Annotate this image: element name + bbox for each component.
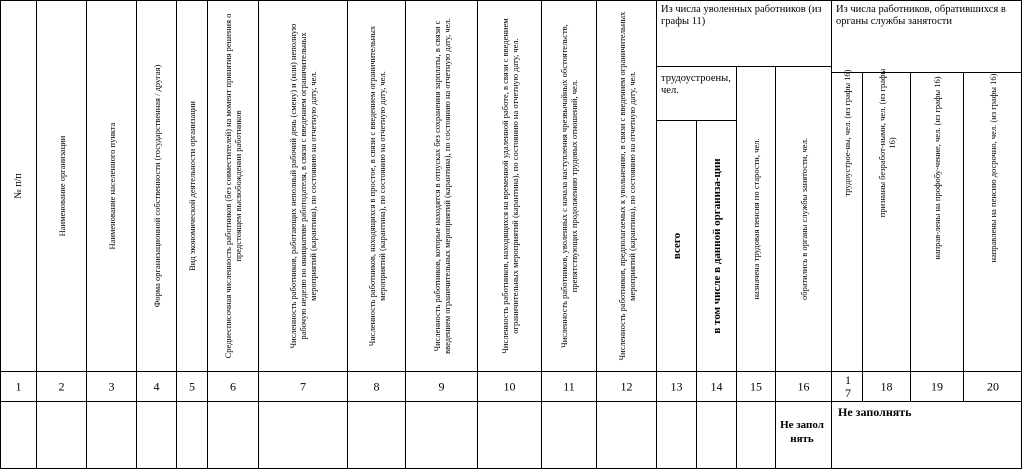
data-cell-3[interactable] xyxy=(86,401,136,469)
column-label-4: Форма организационной собственности (государственная / другая) xyxy=(151,64,162,308)
column-number-14: 14 xyxy=(710,379,723,393)
num-cell-1 xyxy=(0,371,36,401)
column-number-12: 12 xyxy=(620,379,633,393)
column-number-4: 4 xyxy=(153,379,160,393)
num-cell-3 xyxy=(86,371,136,401)
column-label-3: Наименование населенного пункта xyxy=(106,122,117,250)
data-cell-4[interactable] xyxy=(136,401,176,469)
column-number-8: 8 xyxy=(373,379,380,393)
column-label-10: Численность работников, находящихся на временной удаленной работе, в связи с введением ограничительных мероприятий (карантина), по состоянию на отчетную дату, чел. xyxy=(499,18,520,354)
column-number-7: 7 xyxy=(300,379,306,393)
header-cell-4 xyxy=(136,0,176,371)
column-number-17: 17 xyxy=(845,372,851,400)
group-title-dismissed: Из числа уволенных работников (из графы 11) xyxy=(661,4,822,27)
num-cell-17 xyxy=(831,371,862,401)
data-cell-8[interactable] xyxy=(347,401,405,469)
employed-title: трудоустроены, чел. xyxy=(661,73,731,96)
data-cell-6[interactable] xyxy=(207,401,258,469)
do-not-fill-note-group: Не заполнять xyxy=(838,405,912,419)
header-cell-16 xyxy=(775,66,831,371)
data-cell-13[interactable] xyxy=(656,401,696,469)
data-cell-14[interactable] xyxy=(696,401,736,469)
column-label-17: трудоустрое-ны, чел. (из графы 16) xyxy=(842,69,852,197)
num-cell-15 xyxy=(736,371,775,401)
column-label-18: признаны безработ-ными, чел. (из графы 16) xyxy=(876,68,897,218)
data-cell-9[interactable] xyxy=(405,401,477,469)
num-cell-2 xyxy=(36,371,86,401)
group-title-applied: Из числа работников, обратившихся в органы службы занятости xyxy=(836,4,1006,27)
num-cell-19 xyxy=(910,371,963,401)
column-number-16: 16 xyxy=(797,379,810,393)
header-cell-20 xyxy=(963,72,1022,371)
header-cell-19 xyxy=(910,72,963,371)
header-cell-10 xyxy=(477,0,541,371)
data-cell-11[interactable] xyxy=(541,401,596,469)
column-label-11: Численность работников, уволенных с начала наступления чрезвычайных обстоятельств, препятствующих продолжению трудовых отношений, чел. xyxy=(559,24,579,348)
column-label-15: назначена трудовая пенсия по старости, чел. xyxy=(751,138,761,300)
data-cell-7[interactable] xyxy=(258,401,347,469)
column-number-3: 3 xyxy=(108,379,115,393)
num-cell-6 xyxy=(207,371,258,401)
data-cell-1[interactable] xyxy=(0,401,36,469)
column-number-18: 18 xyxy=(880,379,893,393)
header-cell-3 xyxy=(86,0,136,371)
header-cell-12 xyxy=(596,0,656,371)
column-number-11: 11 xyxy=(563,379,575,393)
column-label-16: обратились в органы службы занятости, чел. xyxy=(798,138,809,300)
header-cell-6 xyxy=(207,0,258,371)
data-cell-15[interactable] xyxy=(736,401,775,469)
num-cell-12 xyxy=(596,371,656,401)
header-cell-15 xyxy=(736,66,775,371)
num-cell-16 xyxy=(775,371,831,401)
column-number-5: 5 xyxy=(189,379,195,393)
num-cell-11 xyxy=(541,371,596,401)
data-cell-10[interactable] xyxy=(477,401,541,469)
num-cell-13 xyxy=(656,371,696,401)
column-label-9: Численность работников, которые находятся в отпусках без сохранения зарплаты, в связи с введением ограничительных мероприятий (карантина), по состоянию на отчетную дату, чел. xyxy=(431,18,452,354)
num-cell-10 xyxy=(477,371,541,401)
num-cell-8 xyxy=(347,371,405,401)
column-number-15: 15 xyxy=(750,379,762,393)
header-cell-5 xyxy=(176,0,207,371)
data-cell-group-applied xyxy=(831,401,1022,469)
header-cell-18 xyxy=(862,68,910,371)
header-cell-1 xyxy=(0,0,36,371)
group-header-dismissed xyxy=(656,0,831,66)
column-number-19: 19 xyxy=(931,379,943,393)
header-cell-7 xyxy=(258,0,347,371)
header-cell-14 xyxy=(696,120,736,371)
num-cell-14 xyxy=(696,371,736,401)
column-number-10: 10 xyxy=(503,379,516,393)
header-cell-2 xyxy=(36,0,86,371)
num-cell-4 xyxy=(136,371,176,401)
column-number-13: 13 xyxy=(670,379,683,393)
column-label-20: направлены на пенсию досрочно, чел. (из графы 16) xyxy=(988,73,998,263)
header-cell-8 xyxy=(347,0,405,371)
header-cell-9 xyxy=(405,0,477,371)
column-label-19: направ-лены на профобу-чение, чел. (из графы 16) xyxy=(932,76,942,260)
column-number-20: 20 xyxy=(987,379,999,393)
column-label-6: Среднесписочная численность работников (без совместителей) на момент принятия решения о предстоящем высвобождении работников xyxy=(223,13,243,359)
column-label-5: Вид экономической деятельности организации xyxy=(187,101,197,271)
column-number-1: 1 xyxy=(15,379,22,393)
data-cell-2[interactable] xyxy=(36,401,86,469)
column-label-13: всего xyxy=(670,232,683,260)
header-cell-13 xyxy=(656,120,696,371)
num-cell-18 xyxy=(862,371,910,401)
group-header-applied xyxy=(831,0,1022,72)
num-cell-7 xyxy=(258,371,347,401)
table-right-border xyxy=(1021,0,1022,469)
column-label-14: в том числе в данной организа-ции xyxy=(710,158,723,334)
column-number-9: 9 xyxy=(438,379,445,393)
data-cell-12[interactable] xyxy=(596,401,656,469)
do-not-fill-note-col16: Не заполнять xyxy=(780,419,824,445)
column-label-2: Наименование организации xyxy=(56,135,67,237)
column-label-8: Численность работников, находящихся в простое, в связи с введением ограничительных мероприятий (карантина), по состоянию на отчетную дату, чел. xyxy=(366,25,387,347)
column-number-2: 2 xyxy=(58,379,65,393)
column-label-1: № п/п xyxy=(12,173,24,199)
employed-subheader xyxy=(656,66,736,120)
header-cell-17 xyxy=(831,69,862,371)
num-cell-5 xyxy=(176,371,207,401)
data-cell-16 xyxy=(775,401,831,469)
column-number-6: 6 xyxy=(230,379,236,393)
num-cell-9 xyxy=(405,371,477,401)
column-label-7: Численность работников, работающих неполный рабочий день (смену) и (или) неполную рабочую неделю по инициативе работодателя, в связи с введением ограничительных мероприятий (карантина), по состоянию на отчетную дату, чел. xyxy=(288,23,318,349)
header-cell-11 xyxy=(541,0,596,371)
data-cell-5[interactable] xyxy=(176,401,207,469)
num-cell-20 xyxy=(963,371,1022,401)
column-label-12: Численность работников, предполагаемых к увольнению, в связи с введением ограничительных мероприятий (карантина), по состоянию на отчетную дату, чел. xyxy=(616,11,637,361)
